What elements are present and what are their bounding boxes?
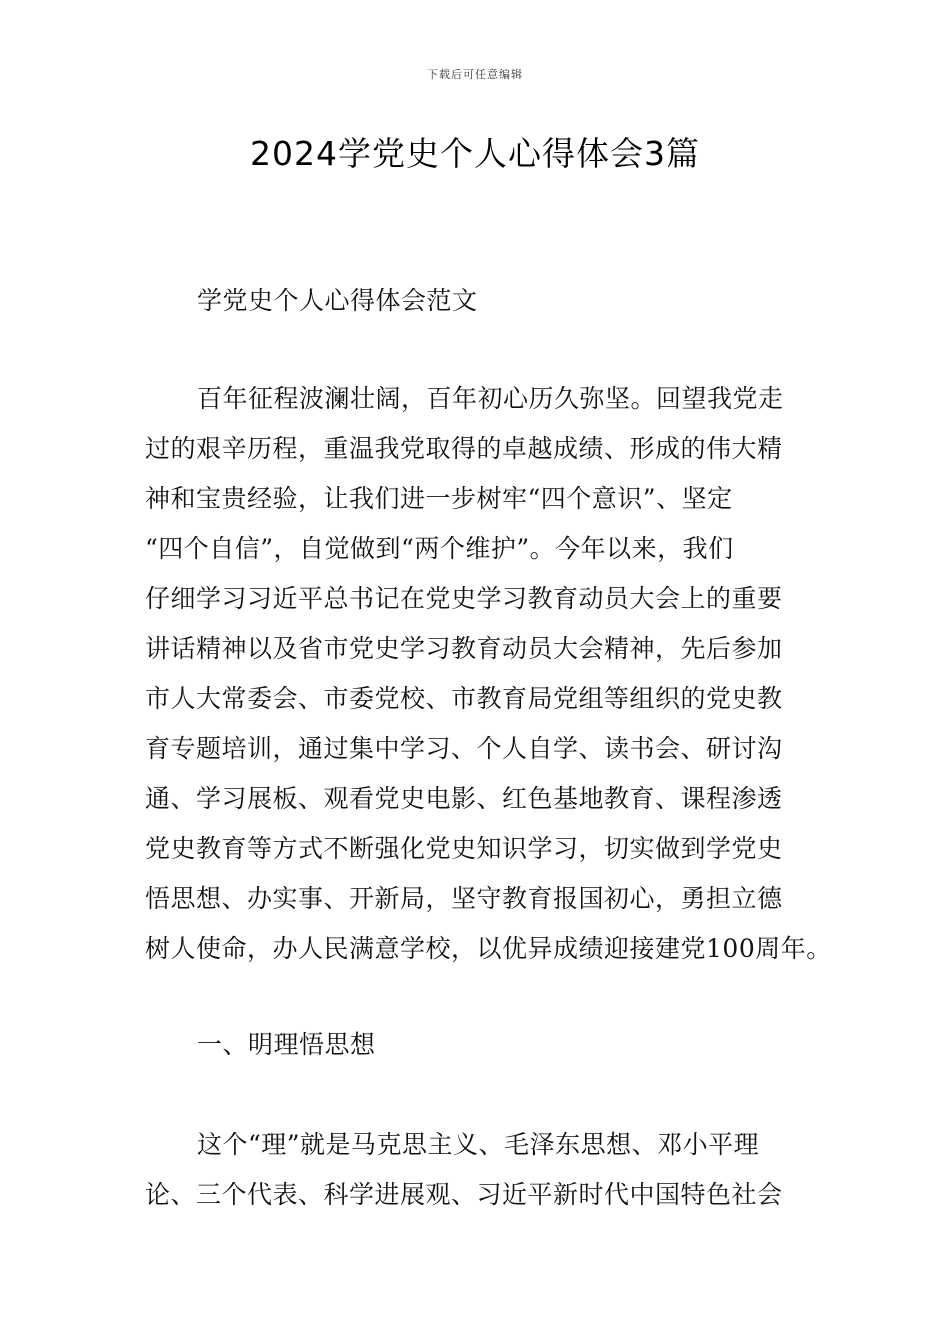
paragraph-line: 这个“理”就是马克思主义、毛泽东思想、邓小平理 [197, 1130, 760, 1159]
paragraph-line: 百年征程波澜壮阔，百年初心历久弥坚。回望我党走 [197, 384, 784, 413]
paragraph-line: 通、学习展板、观看党史电影、红色基地教育、课程渗透 [145, 784, 783, 813]
document-title: 2024学党史个人心得体会3篇 [250, 134, 700, 173]
paragraph-line: 树人使命，办人民满意学校，以优异成绩迎接建党100周年。 [145, 934, 832, 963]
paragraph-line: 市人大常委会、市委党校、市教育局党组等组织的党史教 [145, 684, 783, 713]
paragraph-line: 过的艰辛历程，重温我党取得的卓越成绩、形成的伟大精 [145, 434, 783, 463]
paragraph-line: 论、三个代表、科学进展观、习近平新时代中国特色社会 [145, 1180, 783, 1209]
subtitle [145, 276, 810, 326]
header-note: 下载后可任意编辑 [427, 68, 523, 81]
paragraph-1 [145, 374, 832, 974]
paragraph-2 [145, 1120, 810, 1220]
paragraph-line: 党史教育等方式不断强化党史知识学习，切实做到学党史 [145, 834, 783, 863]
subtitle-text: 学党史个人心得体会范文 [197, 286, 478, 315]
paragraph-line: “四个自信”，自觉做到“两个维护”。今年以来，我们 [145, 534, 734, 563]
paragraph-line: 仔细学习习近平总书记在党史学习教育动员大会上的重要 [145, 584, 783, 613]
paragraph-line: 悟思想、办实事、开新局，坚守教育报国初心，勇担立德 [145, 884, 783, 913]
paragraph-line: 神和宝贵经验，让我们进一步树牢“四个意识”、坚定 [145, 484, 733, 513]
paragraph-line: 育专题培训，通过集中学习、个人自学、读书会、研讨沟 [145, 734, 783, 763]
section-heading-1 [145, 1020, 810, 1070]
section-heading-text: 一、明理悟思想 [197, 1030, 376, 1059]
paragraph-line: 讲话精神以及省市党史学习教育动员大会精神，先后参加 [145, 634, 783, 663]
